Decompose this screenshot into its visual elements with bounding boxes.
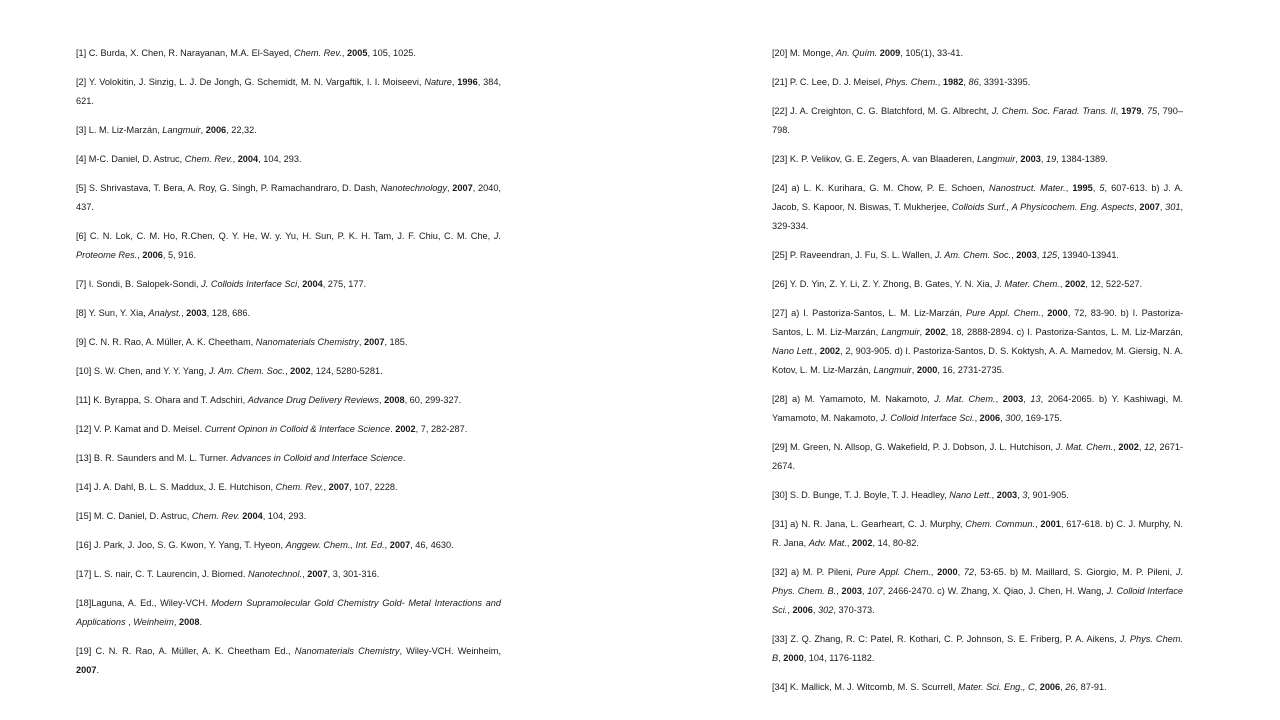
- reference-text-segment: [11] K. Byrappa, S. Ohara and T. Adschiri,: [76, 395, 248, 405]
- reference-entry: [772, 44, 1183, 63]
- reference-text-segment: , 2, 903-905. d) I. Pastoriza-Santos, D. S. Koktysh, A. A. Mamedov, M. Giersig, N. A. Kotov, L. M. Liz-Marzán,: [772, 346, 1183, 375]
- reference-entry: [76, 594, 501, 632]
- reference-text-segment: 2006: [1039, 682, 1061, 692]
- reference-text-segment: [16] J. Park, J. Joo, S. G. Kwon, Y. Yang, T. Hyeon,: [76, 540, 286, 550]
- reference-text-segment: Analyst.: [148, 308, 182, 318]
- reference-text-segment: , 60, 299-327.: [404, 395, 462, 405]
- reference-text-segment: ,: [1036, 250, 1042, 260]
- reference-text-segment: 2006: [792, 605, 813, 615]
- reference-text-segment: 2001: [1040, 519, 1061, 529]
- reference-entry: [772, 678, 1183, 697]
- reference-text-segment: ,: [812, 605, 818, 615]
- reference-text-segment: ,: [1113, 442, 1119, 452]
- reference-text-segment: , 901-905.: [1027, 490, 1069, 500]
- reference-text-segment: [4] M-C. Daniel, D. Astruc,: [76, 154, 185, 164]
- reference-text-segment: 2002: [1118, 442, 1139, 452]
- reference-entry: [76, 304, 501, 323]
- reference-text-segment: [2] Y. Volokitin, J. Sinzig, L. J. De Jongh, G. Schemidt, M. N. Vargaftik, I. I. Moiseevi,: [76, 77, 425, 87]
- reference-text-segment: , 72, 83-90. b) I. Pastoriza-Santos, L. M. Liz-Marzán,: [772, 308, 1184, 337]
- reference-text-segment: , Wiley-VCH. Weinheim,: [399, 646, 501, 656]
- reference-entry: [76, 275, 501, 294]
- reference-text-segment: 2007: [76, 665, 97, 675]
- reference-text-segment: Langmuir: [881, 327, 920, 337]
- reference-text-segment: ,: [1015, 154, 1021, 164]
- reference-text-segment: ,: [447, 183, 453, 193]
- reference-text-segment: Langmuir: [873, 365, 912, 375]
- reference-text-segment: , 275, 177.: [322, 279, 367, 289]
- reference-text-segment: ,: [1023, 394, 1031, 404]
- reference-text-segment: 2006: [205, 125, 227, 135]
- references-left-column: [76, 44, 501, 690]
- reference-text-segment: [17] L. S. nair, C. T. Laurencin, J. Biomed.: [76, 569, 248, 579]
- reference-text-segment: ,: [173, 617, 180, 627]
- reference-text-segment: 2003: [1016, 250, 1037, 260]
- reference-text-segment: 2002: [1064, 279, 1086, 289]
- reference-text-segment: Langmuir: [976, 154, 1016, 164]
- reference-text-segment: [8] Y. Sun, Y. Xia,: [76, 308, 149, 318]
- reference-text-segment: 302: [818, 605, 834, 615]
- reference-text-segment: Chem. Rev.: [275, 482, 324, 492]
- reference-text-segment: Pure Appl. Chem.: [966, 308, 1041, 318]
- reference-text-segment: ,: [995, 394, 1003, 404]
- reference-text-segment: 2004: [237, 154, 259, 164]
- reference-text-segment: 26: [1065, 682, 1076, 692]
- reference-text-segment: , 3391-3395.: [978, 77, 1031, 87]
- reference-text-segment: Anggew. Chem., Int. Ed.: [285, 540, 385, 550]
- reference-text-segment: 12: [1144, 442, 1155, 452]
- reference-text-segment: Nanomaterials Chemistry: [294, 646, 400, 656]
- reference-text-segment: , 53-65. b) M. Maillard, S. Giorgio, M. P. Pileni,: [974, 567, 1176, 577]
- reference-text-segment: ,: [181, 308, 187, 318]
- reference-text-segment: ,: [911, 365, 917, 375]
- reference-text-segment: [29] M. Green, N. Allsop, G. Wakefield, P. J. Dobson, J. L. Hutchison,: [772, 442, 1056, 452]
- reference-entry: [772, 390, 1183, 428]
- reference-entry: [76, 150, 501, 169]
- reference-text-segment: ,: [384, 540, 390, 550]
- reference-text-segment: , 5, 916.: [162, 250, 197, 260]
- reference-text-segment: [30] S. D. Bunge, T. J. Boyle, T. J. Headley,: [772, 490, 950, 500]
- reference-entry: [772, 179, 1183, 236]
- reference-text-segment: 3: [1022, 490, 1028, 500]
- reference-text-segment: J. Phys. Chem. B: [772, 634, 1183, 663]
- reference-text-segment: ,: [1134, 202, 1140, 212]
- reference-text-segment: 1996: [457, 77, 478, 87]
- reference-text-segment: 2007: [1139, 202, 1160, 212]
- reference-text-segment: , 370-373.: [833, 605, 875, 615]
- reference-text-segment: 2009: [879, 48, 901, 58]
- reference-text-segment: , 2466-2470. c) W. Zhang, X. Qiao, J. Chen, H. Wang,: [882, 586, 1107, 596]
- reference-text-segment: ,: [232, 154, 238, 164]
- reference-text-segment: Langmuir: [162, 125, 201, 135]
- references-right-column: [772, 44, 1183, 707]
- reference-text-segment: , 3, 301-316.: [327, 569, 380, 579]
- reference-text-segment: [21] P. C. Lee, D. J. Meisel,: [772, 77, 886, 87]
- reference-text-segment: 2000: [783, 653, 804, 663]
- reference-text-segment: [9] C. N. R. Rao, A. Müller, A. K. Cheetham,: [76, 337, 256, 347]
- reference-text-segment: J. Proteome Res.: [76, 231, 501, 260]
- reference-text-segment: .: [390, 424, 396, 434]
- reference-text-segment: ,: [302, 569, 308, 579]
- reference-text-segment: 2007: [328, 482, 350, 492]
- reference-text-segment: 2003: [1020, 154, 1041, 164]
- reference-entry: [76, 179, 501, 217]
- reference-text-segment: 2003: [841, 586, 862, 596]
- reference-text-segment: [22] J. A. Creighton, C. G. Blatchford, M. G. Albrecht,: [772, 106, 992, 116]
- reference-text-segment: [14] J. A. Dahl, B. L. S. Maddux, J. E. Hutchison,: [76, 482, 276, 492]
- reference-text-segment: Nanomaterials Chemistry: [255, 337, 359, 347]
- reference-entry: [772, 630, 1183, 668]
- reference-text-segment: [13] B. R. Saunders and M. L. Turner.: [76, 453, 231, 463]
- reference-text-segment: J. Mat. Chem.: [934, 394, 996, 404]
- reference-entry: [76, 227, 501, 265]
- reference-text-segment: , 790– 798.: [772, 106, 1184, 135]
- reference-text-segment: ,: [1141, 106, 1147, 116]
- reference-text-segment: , 87-91.: [1075, 682, 1107, 692]
- reference-text-segment: An. Quím.: [835, 48, 878, 58]
- reference-text-segment: ,: [451, 77, 458, 87]
- reference-text-segment: Mater. Sci. Eng., C: [957, 682, 1035, 692]
- reference-text-segment: ,: [1035, 519, 1041, 529]
- reference-text-segment: [20] M. Monge,: [772, 48, 836, 58]
- reference-text-segment: , 7, 282-287.: [415, 424, 468, 434]
- reference-text-segment: ,: [1040, 154, 1046, 164]
- reference-text-segment: ,: [137, 250, 143, 260]
- reference-text-segment: , 124, 5280-5281.: [310, 366, 383, 376]
- reference-text-segment: 2002: [395, 424, 416, 434]
- reference-text-segment: , 384, 621.: [76, 77, 501, 106]
- reference-text-segment: , 22,32.: [226, 125, 257, 135]
- reference-text-segment: [5] S. Shrivastava, T. Bera, A. Roy, G. Singh, P. Ramachandraro, D. Dash,: [76, 183, 381, 193]
- reference-text-segment: ,: [861, 586, 868, 596]
- reference-entry: [76, 565, 501, 584]
- reference-entry: [76, 362, 501, 381]
- reference-text-segment: [24] a) L. K. Kurihara, G. M. Chow, P. E. Schoen,: [772, 183, 989, 193]
- reference-entry: [772, 515, 1183, 553]
- reference-text-segment: ,: [379, 395, 385, 405]
- reference-text-segment: ,: [957, 567, 964, 577]
- reference-text-segment: ,: [297, 279, 303, 289]
- reference-text-segment: J. Phys. Chem. B.: [772, 567, 1184, 596]
- reference-text-segment: [34] K. Mallick, M. J. Witcomb, M. S. Scurrell,: [772, 682, 958, 692]
- reference-text-segment: 2006: [142, 250, 163, 260]
- reference-text-segment: Chem. Rev.: [191, 511, 240, 521]
- reference-text-segment: , 18, 2888-2894. c) I. Pastoriza-Santos, L. M. Liz-Marzán,: [945, 327, 1183, 337]
- reference-text-segment: ,: [974, 413, 980, 423]
- reference-text-segment: 2007: [389, 540, 411, 550]
- reference-text-segment: 2000: [1047, 308, 1068, 318]
- reference-text-segment: ,: [919, 327, 926, 337]
- reference-text-segment: ,: [1017, 490, 1023, 500]
- reference-text-segment: J. Am. Chem. Soc.: [208, 366, 286, 376]
- reference-text-segment: 1995: [1072, 183, 1093, 193]
- reference-text-segment: ,: [1092, 183, 1100, 193]
- reference-text-segment: , 104, 293.: [262, 511, 307, 521]
- reference-text-segment: [28] a) M. Yamamoto, M. Nakamoto,: [772, 394, 935, 404]
- reference-text-segment: , 105(1), 33-41.: [900, 48, 964, 58]
- reference-entry: [76, 478, 501, 497]
- reference-text-segment: Adv. Mat.: [808, 538, 847, 548]
- reference-text-segment: 2005: [346, 48, 368, 58]
- reference-entry: [772, 102, 1183, 140]
- reference-text-segment: [6] C. N. Lok, C. M. Ho, R.Chen, Q. Y. He, W. y. Yu, H. Sun, P. K. H. Tam, J. F. Chiu, C. M. Che,: [76, 231, 494, 241]
- reference-text-segment: , 104, 1176-1182.: [803, 653, 875, 663]
- reference-text-segment: [31] a) N. R. Jana, L. Gearheart, C. J. Murphy,: [772, 519, 966, 529]
- reference-entry: [772, 438, 1183, 476]
- reference-text-segment: .: [402, 453, 406, 463]
- reference-text-segment: 1982: [942, 77, 964, 87]
- reference-text-segment: 5: [1099, 183, 1105, 193]
- reference-text-segment: J. Colloid Interface Sci.: [880, 413, 975, 423]
- reference-text-segment: 2002: [852, 538, 873, 548]
- reference-text-segment: , 185.: [384, 337, 408, 347]
- reference-text-segment: , 607-613. b) J. A. Jacob, S. Kapoor, N. Biswas, T. Mukherjee,: [772, 183, 1184, 212]
- reference-text-segment: ,: [787, 605, 793, 615]
- reference-text-segment: , 617-618. b) C. J. Murphy, N. R. Jana,: [772, 519, 1183, 548]
- reference-text-segment: [19] C. N. R. Rao, A. Müller, A. K. Cheetham Ed.,: [76, 646, 295, 656]
- reference-text-segment: J. Mat. Chem.: [1055, 442, 1114, 452]
- reference-text-segment: Nano Lett.: [949, 490, 992, 500]
- reference-text-segment: , 16, 2731-2735.: [937, 365, 1005, 375]
- reference-text-segment: [7] I. Sondi, B. Salopek-Sondi,: [76, 279, 202, 289]
- reference-text-segment: Chem. Commun.: [965, 519, 1036, 529]
- reference-entry: [76, 507, 501, 526]
- reference-text-segment: ,: [963, 77, 969, 87]
- reference-entry: [772, 563, 1183, 620]
- reference-text-segment: J. Colloid Interface Sci.: [772, 586, 1184, 615]
- reference-text-segment: , 107, 2228.: [349, 482, 398, 492]
- reference-text-segment: J. Chem. Soc. Farad. Trans. II: [991, 106, 1116, 116]
- reference-text-segment: 125: [1041, 250, 1058, 260]
- reference-text-segment: , 2671-2674.: [772, 442, 1184, 471]
- reference-text-segment: J. Colloids Interface Sci: [201, 279, 298, 289]
- reference-entry: [772, 486, 1183, 505]
- reference-text-segment: 107: [867, 586, 883, 596]
- reference-entry: [76, 391, 501, 410]
- reference-text-segment: 2004: [302, 279, 323, 289]
- reference-text-segment: ,: [1115, 106, 1122, 116]
- reference-text-segment: Chem. Rev.: [184, 154, 233, 164]
- reference-text-segment: [12] V. P. Kamat and D. Meisel.: [76, 424, 205, 434]
- reference-entry: [772, 73, 1183, 92]
- reference-text-segment: ,: [1138, 442, 1145, 452]
- reference-text-segment: 2006: [979, 413, 1001, 423]
- reference-entry: [76, 44, 501, 63]
- reference-text-segment: Pure Appl. Chem.: [856, 567, 931, 577]
- reference-text-segment: Phys. Chem.: [885, 77, 938, 87]
- reference-text-segment: , 1384-1389.: [1056, 154, 1108, 164]
- reference-text-segment: Colloids Surf., A Physicochem. Eng. Aspects: [951, 202, 1135, 212]
- reference-text-segment: 2003: [1002, 394, 1024, 404]
- reference-text-segment: ,: [1034, 682, 1040, 692]
- reference-entry: [772, 304, 1183, 380]
- reference-text-segment: 2002: [819, 346, 841, 356]
- reference-entry: [76, 333, 501, 352]
- reference-text-segment: [32] a) M. P. Pileni,: [772, 567, 857, 577]
- reference-text-segment: J. Am. Chem. Soc.: [934, 250, 1012, 260]
- reference-text-segment: [3] L. M. Liz-Marzán,: [76, 125, 163, 135]
- reference-text-segment: , 128, 686.: [206, 308, 251, 318]
- reference-text-segment: 301: [1165, 202, 1181, 212]
- reference-text-segment: ,: [125, 617, 134, 627]
- reference-text-segment: ,: [323, 482, 329, 492]
- reference-text-segment: 13: [1030, 394, 1041, 404]
- reference-text-segment: ,: [814, 346, 820, 356]
- reference-entry: [772, 275, 1183, 294]
- reference-text-segment: , 14, 80-82.: [872, 538, 919, 548]
- reference-text-segment: , 13940-13941.: [1057, 250, 1119, 260]
- reference-text-segment: ,: [1059, 279, 1065, 289]
- reference-text-segment: , 46, 4630.: [410, 540, 454, 550]
- reference-text-segment: , 12, 522-527.: [1085, 279, 1143, 289]
- reference-text-segment: ,: [1065, 183, 1073, 193]
- reference-text-segment: 2003: [186, 308, 207, 318]
- reference-text-segment: Nanostruct. Mater.: [988, 183, 1066, 193]
- reference-text-segment: [1] C. Burda, X. Chen, R. Narayanan, M.A. El-Sayed,: [76, 48, 295, 58]
- reference-text-segment: ,: [341, 48, 347, 58]
- reference-text-segment: ,: [937, 77, 943, 87]
- reference-text-segment: ,: [1040, 308, 1048, 318]
- reference-entry: [76, 121, 501, 140]
- reference-text-segment: 72: [963, 567, 975, 577]
- reference-text-segment: Nanotechnology: [380, 183, 448, 193]
- reference-text-segment: Nanotechnol.: [247, 569, 303, 579]
- reference-text-segment: 2000: [916, 365, 938, 375]
- reference-text-segment: 2003: [996, 490, 1018, 500]
- reference-text-segment: ,: [991, 490, 997, 500]
- reference-text-segment: ,: [285, 366, 291, 376]
- reference-text-segment: Advance Drug Delivery Reviews: [247, 395, 379, 405]
- reference-text-segment: [23] K. P. Velikov, G. E. Zegers, A. van Blaaderen,: [772, 154, 977, 164]
- reference-text-segment: ,: [1159, 202, 1166, 212]
- reference-text-segment: [10] S. W. Chen, and Y. Y. Yang,: [76, 366, 209, 376]
- reference-entry: [76, 642, 501, 680]
- reference-text-segment: Weinheim: [133, 617, 174, 627]
- reference-text-segment: 2002: [290, 366, 311, 376]
- reference-entry: [76, 73, 501, 111]
- reference-text-segment: 2000: [937, 567, 958, 577]
- reference-entry: [76, 536, 501, 555]
- reference-text-segment: ,: [358, 337, 364, 347]
- reference-text-segment: [27] a) I. Pastoriza-Santos, L. M. Liz-Marzán,: [772, 308, 967, 318]
- reference-text-segment: , 2064-2065. b) Y. Kashiwagi, M. Yamamoto, M. Nakamoto,: [772, 394, 1183, 423]
- reference-text-segment: [33] Z. Q. Zhang, R. C: Patel, R. Kothari, C. P. Johnson, S. E. Friberg, P. A. Aikens,: [772, 634, 1120, 644]
- reference-text-segment: ,: [1011, 250, 1017, 260]
- reference-entry: [76, 420, 501, 439]
- reference-text-segment: [15] M. C. Daniel, D. Astruc,: [76, 511, 192, 521]
- reference-text-segment: ,: [836, 586, 842, 596]
- reference-text-segment: J. Mater. Chem.: [994, 279, 1060, 289]
- reference-text-segment: 75: [1146, 106, 1158, 116]
- reference-text-segment: 2004: [242, 511, 263, 521]
- reference-text-segment: 300: [1005, 413, 1021, 423]
- reference-text-segment: Current Opinon in Colloid & Interface Science: [204, 424, 391, 434]
- reference-text-segment: Modern Supramolecular Gold Chemistry Gold- Metal Interactions and Applications: [76, 598, 501, 627]
- reference-text-segment: Nature: [424, 77, 452, 87]
- reference-text-segment: ,: [778, 653, 784, 663]
- reference-text-segment: Nano Lett.: [772, 346, 815, 356]
- reference-text-segment: ,: [1060, 682, 1066, 692]
- reference-text-segment: 2007: [364, 337, 385, 347]
- reference-text-segment: , 329-334.: [772, 202, 1184, 231]
- reference-entry: [76, 449, 501, 468]
- reference-text-segment: [18]Laguna, A. Ed., Wiley-VCH.: [76, 598, 212, 608]
- reference-text-segment: [26] Y. D. Yin, Z. Y. Li, Z. Y. Zhong, B. Gates, Y. N. Xia,: [772, 279, 995, 289]
- reference-text-segment: ,: [846, 538, 853, 548]
- reference-text-segment: ,: [1000, 413, 1006, 423]
- reference-text-segment: ,: [930, 567, 938, 577]
- reference-text-segment: 2002: [925, 327, 946, 337]
- reference-text-segment: Chem. Rev.: [294, 48, 342, 58]
- reference-text-segment: 1979: [1121, 106, 1142, 116]
- reference-text-segment: 2007: [307, 569, 328, 579]
- reference-text-segment: ,: [200, 125, 206, 135]
- reference-text-segment: 86: [968, 77, 979, 87]
- reference-text-segment: 2008: [179, 617, 200, 627]
- reference-text-segment: 2007: [452, 183, 473, 193]
- reference-text-segment: 2008: [384, 395, 405, 405]
- reference-text-segment: .: [96, 665, 100, 675]
- reference-text-segment: , 2040, 437.: [76, 183, 501, 212]
- reference-text-segment: 19: [1045, 154, 1057, 164]
- reference-text-segment: .: [199, 617, 203, 627]
- reference-entry: [772, 246, 1183, 265]
- reference-text-segment: [25] P. Raveendran, J. Fu, S. L. Wallen,: [772, 250, 935, 260]
- reference-text-segment: Advances in Colloid and Interface Science: [230, 453, 403, 463]
- reference-text-segment: , 105, 1025.: [367, 48, 416, 58]
- reference-entry: [772, 150, 1183, 169]
- reference-text-segment: , 104, 293.: [258, 154, 302, 164]
- reference-text-segment: , 169-175.: [1020, 413, 1062, 423]
